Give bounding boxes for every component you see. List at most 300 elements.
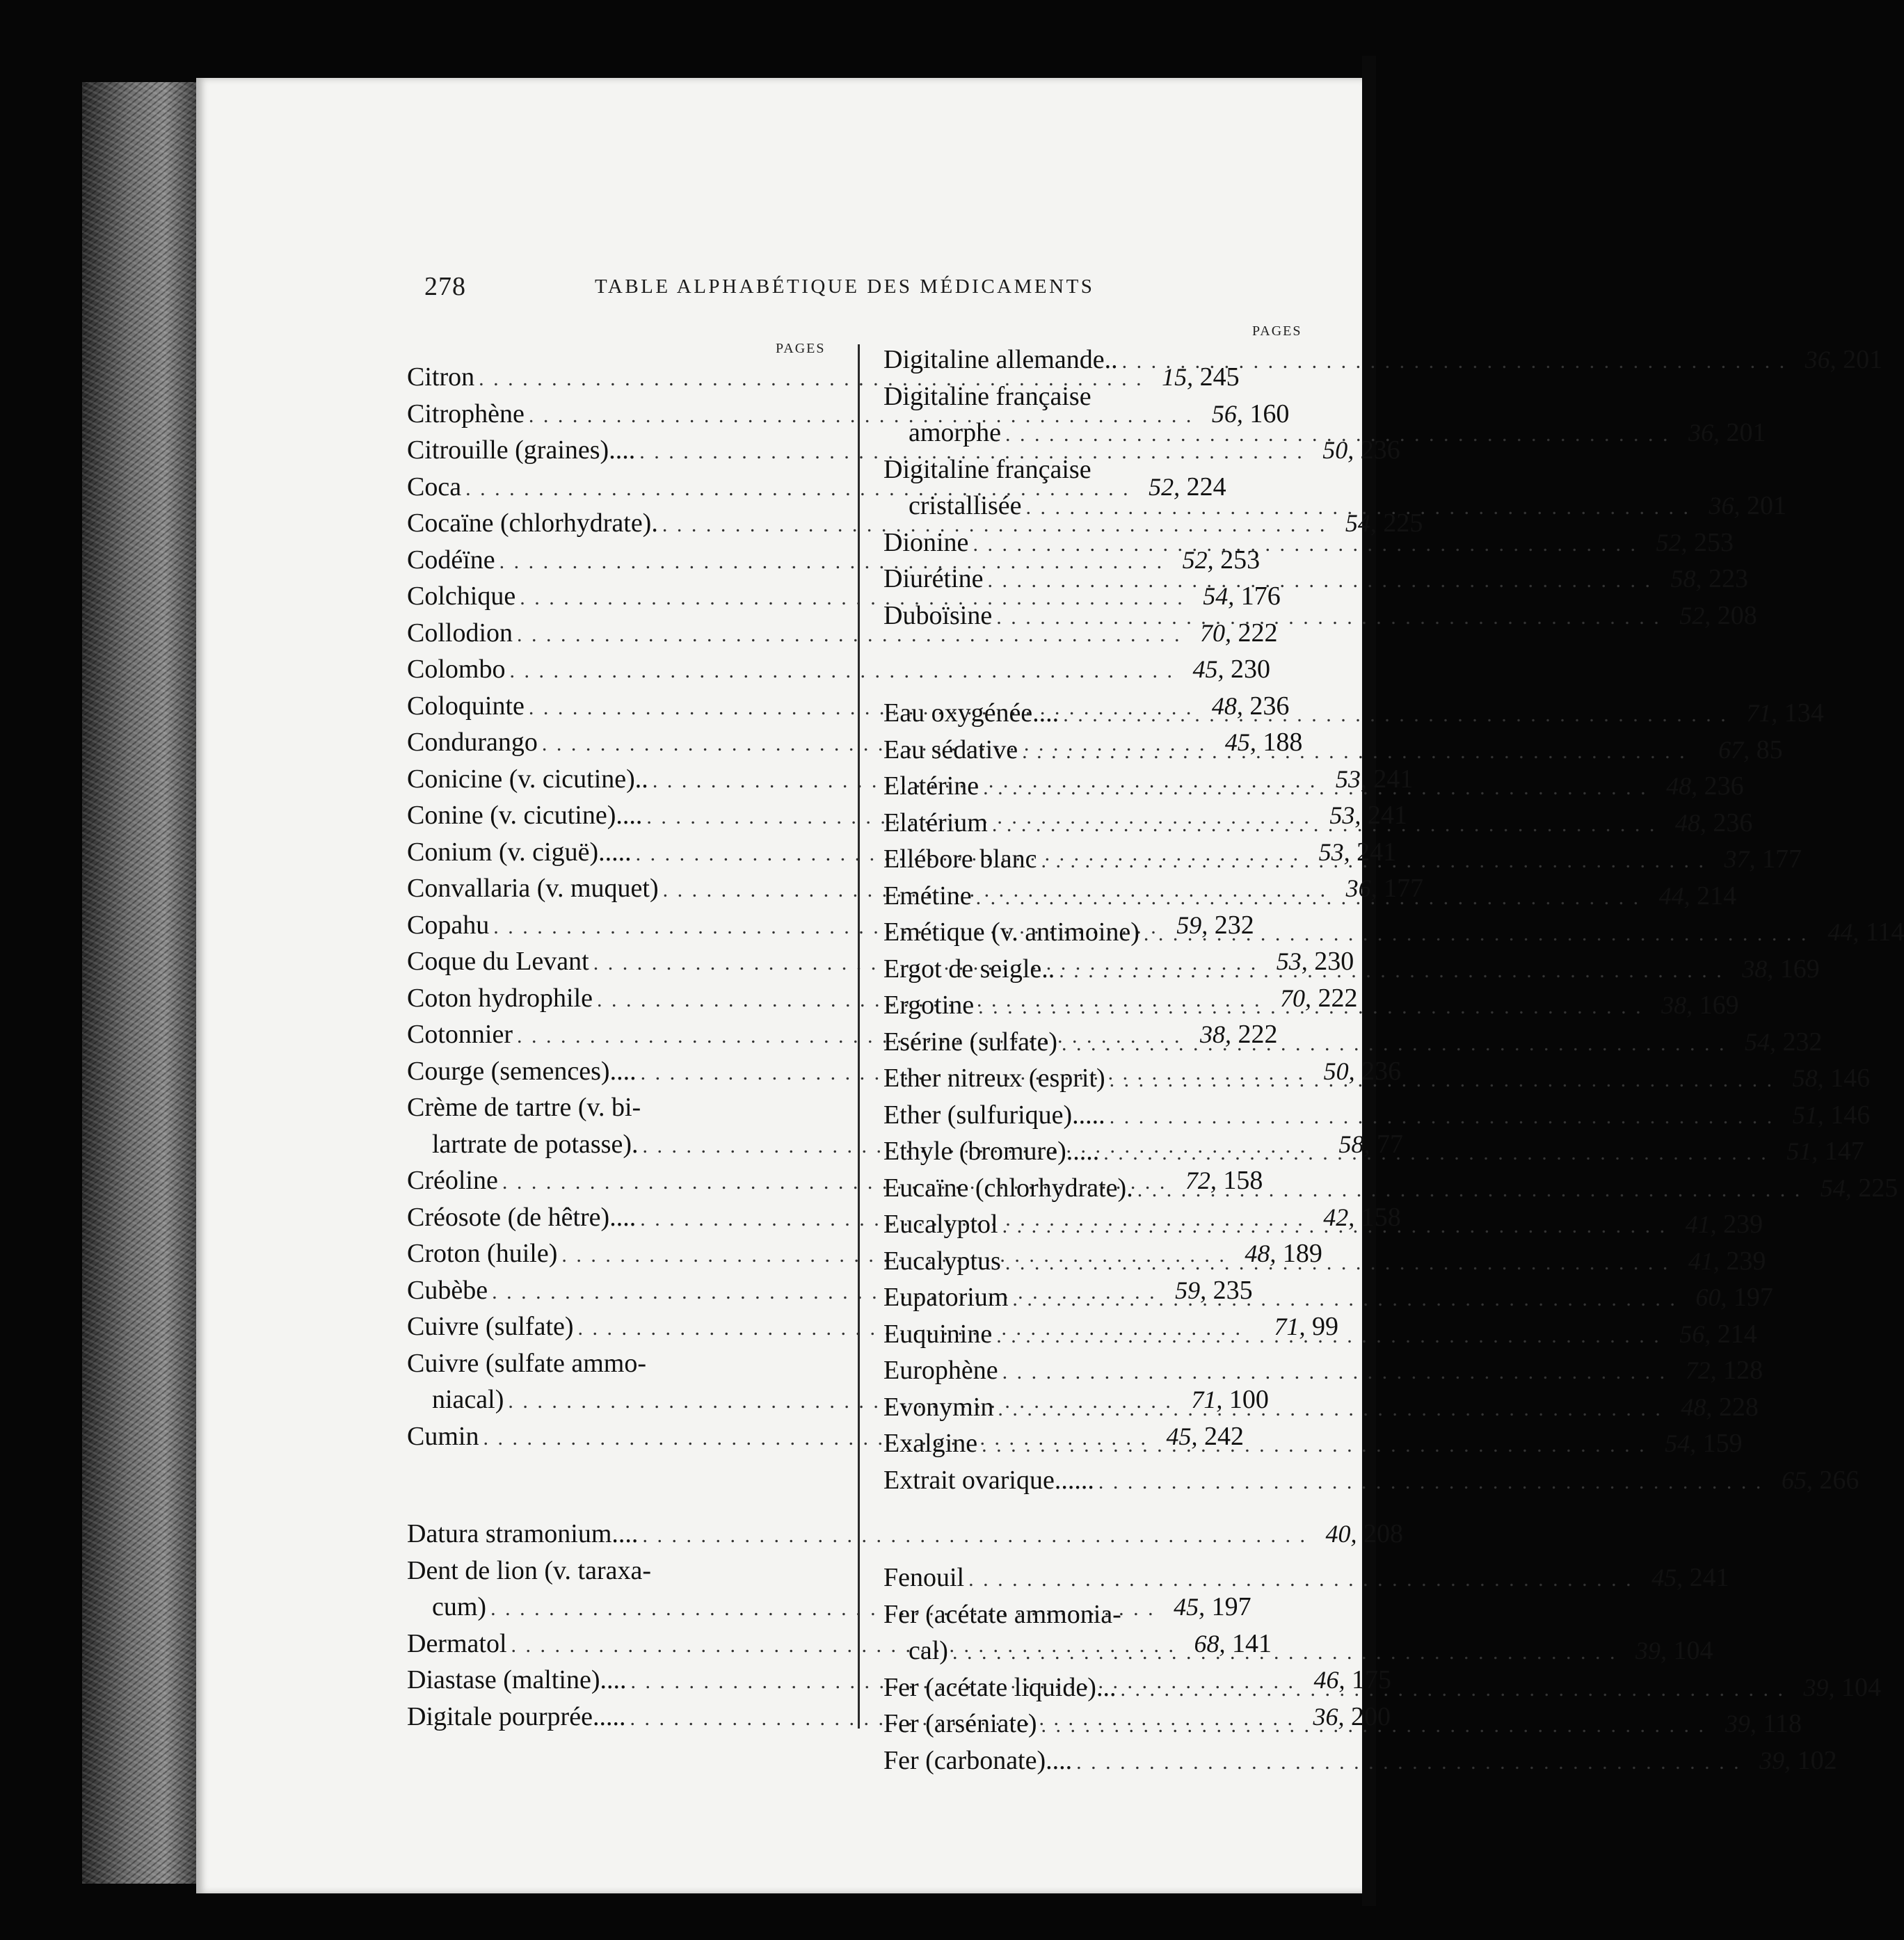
entry-volume: 58, [1670, 565, 1702, 593]
entry-volume: 44, [1658, 881, 1690, 910]
entry-page: 232 [1782, 1027, 1823, 1057]
entry-page: 146 [1830, 1064, 1871, 1093]
entry-volume: 52, [1679, 601, 1711, 630]
entry-volume: 36, [1345, 874, 1377, 902]
entry-name: Copahu [407, 910, 490, 940]
dot-leader [992, 813, 1657, 837]
dot-leader [996, 1324, 1661, 1348]
entry-volume: 40, [1325, 1520, 1357, 1548]
dot-leader [1002, 1214, 1667, 1238]
dot-leader [973, 533, 1638, 556]
index-entry [883, 563, 1749, 600]
index-entry [883, 381, 1322, 418]
entry-name: Emétique (v. antimoine) [883, 917, 1139, 947]
entry-volume: 45, [1651, 1564, 1683, 1592]
entry-page: 242 [1203, 1421, 1244, 1451]
entry-volume: 60, [1695, 1283, 1727, 1311]
entry-page: 236 [1704, 771, 1744, 801]
entry-volume: 42, [1323, 1203, 1355, 1231]
entry-volume: 41, [1688, 1246, 1720, 1275]
entry-page: 177 [1762, 844, 1802, 874]
entry-page: 197 [1733, 1283, 1773, 1312]
entry-name: Europhène [883, 1356, 998, 1385]
entry-page: 201 [1746, 491, 1786, 520]
index-entry [883, 1282, 1773, 1319]
entry-reference [1681, 1282, 1773, 1313]
entry-name: amorphe [909, 418, 1001, 447]
entry-volume: 39, [1759, 1746, 1791, 1774]
dot-leader [1110, 1068, 1775, 1092]
entry-page: 158 [1361, 1202, 1401, 1232]
entry-volume: 70, [1200, 618, 1232, 647]
entry-volume: 58, [1338, 1130, 1370, 1158]
entry-reference [1638, 1562, 1729, 1593]
entry-name: Conicine (v. cicutine).. [407, 764, 648, 794]
entry-page: 104 [1841, 1672, 1881, 1702]
entry-page: 232 [1214, 910, 1254, 940]
entry-volume: 71, [1746, 699, 1778, 727]
pages-column-label: PAGES [776, 341, 826, 356]
entry-volume: 48, [1666, 772, 1698, 800]
entry-name: Fer (arséniate) [883, 1709, 1037, 1738]
entry-page: 158 [1223, 1166, 1263, 1195]
entry-reference [1728, 954, 1820, 984]
entry-page: 222 [1238, 1020, 1278, 1049]
entry-reference [1695, 490, 1786, 521]
entry-volume: 36, [1313, 1702, 1345, 1731]
entry-page: 147 [1824, 1137, 1864, 1166]
entry-reference [1791, 344, 1882, 375]
index-entry [407, 1092, 845, 1129]
dot-leader [1144, 922, 1809, 946]
entry-volume: 36, [1709, 492, 1741, 520]
dot-leader [1022, 740, 1687, 764]
entry-name: Duboïsine [883, 600, 993, 630]
entry-reference [1789, 1672, 1881, 1703]
index-entry [883, 1246, 1766, 1283]
entry-reference [1665, 1319, 1757, 1349]
entry-page: 239 [1723, 1210, 1763, 1239]
pages-column-label: PAGES [1252, 323, 1302, 339]
dot-leader [1062, 1032, 1727, 1056]
entry-name: Exalgine [883, 1429, 978, 1458]
entry-name: Colombo [407, 655, 506, 684]
entry-page: 228 [1718, 1392, 1759, 1422]
entry-name: Convallaria (v. muquet) [407, 874, 659, 903]
entry-name: Coca [407, 472, 462, 502]
index-entry [883, 1635, 1713, 1672]
dot-leader [1137, 1178, 1802, 1202]
entry-page: 189 [1282, 1239, 1322, 1268]
entry-reference [1778, 1100, 1870, 1130]
entry-name: Colchique [407, 582, 516, 611]
entry-reference [1778, 1063, 1870, 1093]
entry-page: 222 [1238, 618, 1278, 648]
dot-leader [1025, 496, 1690, 520]
entry-page: 176 [1240, 582, 1281, 611]
entry-name: Datura stramonium.... [407, 1519, 639, 1548]
entry-name: Digitaline française [883, 454, 1091, 484]
entry-reference [1642, 527, 1734, 558]
entry-reference [1651, 1428, 1743, 1459]
entry-page: 197 [1211, 1592, 1251, 1621]
entry-page: 201 [1726, 418, 1766, 447]
entry-name: Eau sédative [883, 735, 1018, 764]
entry-reference [1621, 1635, 1713, 1666]
index-entry [883, 1428, 1743, 1465]
entry-name: Coloquinte [407, 691, 525, 721]
entry-volume: 15, [1162, 363, 1194, 391]
entry-name: Collodion [407, 618, 513, 648]
entry-volume: 54, [1745, 1027, 1777, 1056]
entry-volume: 52, [1656, 528, 1688, 556]
entry-reference [1812, 917, 1904, 947]
entry-name: Cuivre (sulfate) [407, 1312, 574, 1341]
entry-volume: 52, [1182, 545, 1214, 574]
entry-name: Fer (acétate liquide)... [883, 1672, 1117, 1702]
entry-reference [1674, 417, 1766, 448]
entry-volume: 36, [1688, 419, 1720, 447]
entry-page: 200 [1350, 1701, 1391, 1731]
entry-volume: 38, [1661, 991, 1693, 1019]
entry-page: 146 [1830, 1100, 1871, 1130]
dot-leader [1041, 1714, 1706, 1738]
entry-name: Cotonnier [407, 1020, 513, 1049]
entry-page: 236 [1713, 808, 1753, 837]
entry-volume: 45, [1174, 1593, 1206, 1621]
entry-page: 77 [1376, 1129, 1403, 1159]
entry-name: Eucaïne (chlorhydrate). [883, 1173, 1133, 1203]
dot-leader [1103, 1141, 1768, 1165]
entry-name: Fer (acétate ammonia- [883, 1599, 1121, 1629]
entry-volume: 54, [1345, 509, 1377, 537]
entry-page: 208 [1363, 1519, 1403, 1548]
entry-reference [1806, 1173, 1898, 1203]
entry-volume: 45, [1166, 1422, 1198, 1450]
entry-name: Citrouille (graines).... [407, 435, 636, 465]
entry-name: Cocaïne (chlorhydrate). [407, 508, 658, 538]
index-entry [883, 917, 1904, 954]
entry-reference [1671, 1209, 1763, 1240]
section-gap [883, 636, 1322, 698]
entry-name: Eucalyptol [883, 1210, 998, 1239]
entry-reference [1667, 1392, 1759, 1422]
dot-leader [996, 606, 1661, 630]
entry-name: niacal) [432, 1385, 504, 1414]
entry-reference [1645, 881, 1736, 911]
entry-name: Extrait ovarique...... [883, 1465, 1094, 1495]
index-entry [407, 1348, 845, 1385]
entry-page: 253 [1220, 545, 1261, 575]
entry-page: 188 [1263, 728, 1303, 757]
dot-leader [1122, 350, 1787, 374]
entry-page: 224 [1186, 472, 1226, 502]
entry-page: 169 [1779, 954, 1820, 984]
entry-name: Cuivre (sulfate ammo- [407, 1348, 647, 1378]
index-entry [883, 1100, 1871, 1137]
entry-page: 245 [1199, 362, 1240, 392]
entry-page: 177 [1384, 874, 1424, 903]
entry-name: Ether nitreux (esprit) [883, 1064, 1105, 1093]
index-entry [883, 1392, 1759, 1429]
entry-volume: 53, [1318, 837, 1350, 866]
entry-reference [1691, 735, 1783, 765]
dot-leader [1059, 959, 1724, 983]
entry-name: Evonymin [883, 1392, 994, 1422]
dot-leader [1041, 849, 1706, 873]
entry-page: 114 [1865, 917, 1904, 947]
dot-leader [952, 1641, 1617, 1665]
entry-name: Courge (semences).... [407, 1056, 637, 1086]
entry-name: Eau oxygénée.... [883, 698, 1059, 728]
dot-leader [976, 886, 1641, 910]
entry-volume: 72, [1185, 1167, 1217, 1194]
entry-page: 241 [1357, 837, 1397, 867]
entry-page: 225 [1383, 508, 1423, 538]
dot-leader [988, 569, 1653, 593]
entry-name: Elatérine [883, 771, 979, 801]
entry-name: Euquinine [883, 1319, 993, 1349]
entry-volume: 39, [1635, 1637, 1667, 1665]
entry-volume: 59, [1175, 1276, 1207, 1304]
column-divider [858, 344, 860, 1729]
entry-page: 230 [1314, 947, 1354, 976]
dot-leader [1005, 1251, 1670, 1275]
entry-volume: 48, [1211, 691, 1243, 720]
entry-volume: 48, [1245, 1240, 1277, 1267]
entry-volume: 72, [1685, 1356, 1717, 1384]
entry-volume: 39, [1803, 1673, 1835, 1701]
entry-name: Digitaline française [883, 381, 1091, 411]
entry-page: 128 [1723, 1356, 1763, 1385]
entry-reference [1773, 1136, 1864, 1167]
entry-page: 241 [1367, 801, 1407, 830]
entry-volume: 36, [1805, 346, 1837, 374]
entry-volume: 54, [1820, 1173, 1852, 1202]
index-entry [883, 1027, 1823, 1064]
entry-volume: 48, [1681, 1393, 1713, 1421]
index-entry [883, 454, 1322, 491]
entry-volume: 46, [1313, 1666, 1345, 1694]
entry-reference [1710, 1708, 1802, 1739]
index-entry [883, 1355, 1763, 1392]
entry-page: 241 [1373, 764, 1414, 794]
entry-volume: 56, [1679, 1320, 1711, 1348]
entry-volume: 53, [1329, 801, 1361, 829]
index-entry [883, 1562, 1729, 1599]
entry-page: 175 [1352, 1665, 1392, 1694]
entry-page: 236 [1361, 1056, 1402, 1086]
entry-reference [1732, 698, 1824, 728]
entry-name: cristallisée [909, 491, 1022, 520]
index-entry [407, 654, 1270, 691]
entry-volume: 54, [1203, 582, 1235, 610]
dot-leader [1012, 1288, 1677, 1311]
entry-volume: 54, [1665, 1429, 1697, 1457]
entry-name: Eupatorium [883, 1283, 1009, 1312]
entry-name: Coque du Levant [407, 947, 589, 976]
entry-name: Dionine [883, 527, 969, 557]
entry-page: 214 [1697, 881, 1737, 911]
entry-reference [1656, 563, 1748, 594]
entry-reference [1731, 1027, 1823, 1057]
entry-page: 253 [1693, 527, 1734, 557]
dot-leader [968, 1568, 1633, 1592]
entry-volume: 67, [1718, 735, 1750, 764]
entry-name: Codéïne [407, 545, 495, 575]
entry-name: Ether (sulfurique)..... [883, 1100, 1105, 1130]
entry-name: Eucalyptus [883, 1246, 1001, 1276]
entry-page: 230 [1230, 655, 1270, 684]
entry-name: Croton (huile) [407, 1239, 558, 1268]
index-entry [883, 344, 1883, 381]
entry-volume: 50, [1322, 436, 1354, 464]
entry-page: 160 [1249, 399, 1290, 428]
dot-leader [1063, 703, 1728, 727]
entry-reference [1745, 1745, 1837, 1776]
entry-name: Cubèbe [407, 1275, 488, 1305]
entry-volume: 70, [1280, 984, 1312, 1012]
section-gap [883, 1501, 1322, 1562]
entry-name: Créosote (de hêtre).... [407, 1202, 637, 1232]
entry-page: 118 [1763, 1709, 1802, 1738]
entry-name: Citrophène [407, 399, 525, 428]
entry-name: Ergot de seigle.. [883, 954, 1055, 984]
entry-page: 266 [1819, 1465, 1859, 1495]
index-entry [883, 1745, 1837, 1782]
entry-reference [1661, 808, 1752, 838]
entry-name: Emétine [883, 881, 972, 911]
entry-name: Conium (v. ciguë)..... [407, 837, 632, 867]
index-entry [407, 1555, 845, 1592]
entry-page: 223 [1709, 564, 1749, 593]
dot-leader [1005, 423, 1670, 447]
entry-name: Ellébore blanc [883, 844, 1037, 874]
entry-page: 236 [1360, 435, 1400, 465]
entry-page: 208 [1717, 600, 1757, 630]
dot-leader [1110, 1105, 1775, 1129]
index-entry [883, 735, 1783, 771]
entry-volume: 39, [1725, 1710, 1757, 1738]
entry-volume: 38, [1199, 1020, 1231, 1048]
dot-leader [1002, 1361, 1667, 1384]
entry-volume: 38, [1742, 954, 1774, 983]
index-entry [883, 1173, 1898, 1210]
entry-volume: 65, [1781, 1466, 1813, 1494]
dot-leader [998, 1397, 1663, 1421]
entry-name: lartrate de potasse). [432, 1129, 639, 1159]
section-gap [407, 1457, 845, 1518]
entry-page: 104 [1673, 1636, 1713, 1665]
entry-name: Citron [407, 362, 475, 392]
dot-leader [1120, 1678, 1785, 1701]
page-title: TABLE ALPHABÉTIQUE DES MÉDICAMENTS [595, 275, 1095, 298]
dot-leader [1076, 1751, 1741, 1774]
entry-name: Esérine (sulfate) [883, 1027, 1058, 1057]
entry-page: 214 [1717, 1319, 1757, 1349]
entry-name: Crème de tartre (v. bi- [407, 1093, 641, 1122]
dot-leader [1098, 1470, 1763, 1494]
entry-volume: 53, [1335, 764, 1367, 793]
entry-volume: 50, [1323, 1057, 1355, 1085]
entry-name: Diastase (maltine).... [407, 1665, 627, 1694]
entry-name: Diurétine [883, 564, 984, 593]
entry-name: Dermatol [407, 1628, 507, 1658]
entry-name: Ethyle (bromure)..... [883, 1137, 1100, 1166]
entry-page: 225 [1858, 1173, 1898, 1203]
entry-page: 141 [1232, 1628, 1272, 1658]
entry-name: Dent de lion (v. taraxa- [407, 1555, 651, 1585]
entry-reference [1710, 844, 1802, 874]
entry-name: Ergotine [883, 991, 975, 1020]
book-binding-edge [82, 82, 200, 1884]
entry-page: 85 [1756, 735, 1783, 764]
entry-volume: 56, [1211, 399, 1243, 428]
entry-page: 169 [1699, 991, 1739, 1020]
entry-page: 239 [1726, 1246, 1766, 1276]
entry-name: Fer (carbonate).... [883, 1745, 1073, 1775]
entry-reference [1671, 1355, 1763, 1386]
dot-leader [983, 776, 1648, 800]
index-entry [883, 527, 1734, 564]
index-entry [883, 600, 1757, 637]
entry-reference [1767, 1465, 1859, 1496]
entry-name: Conine (v. cicutine).... [407, 801, 643, 830]
entry-volume: 48, [1674, 808, 1706, 837]
entry-reference [1652, 771, 1744, 801]
entry-volume: 59, [1176, 911, 1208, 939]
index-entry [883, 1599, 1322, 1636]
entry-volume: 37, [1724, 845, 1756, 873]
entry-reference [1311, 1518, 1403, 1549]
entry-name: Condurango [407, 728, 538, 757]
entry-volume: 53, [1276, 947, 1308, 975]
index-entry [883, 1465, 1859, 1502]
index-entry [407, 618, 1278, 655]
entry-name: cal) [909, 1636, 948, 1665]
entry-volume: 44, [1827, 918, 1859, 946]
entry-page: 99 [1312, 1312, 1339, 1341]
entry-name: Fenouil [883, 1563, 965, 1592]
entry-page: 159 [1702, 1429, 1743, 1458]
entry-volume: 71, [1274, 1313, 1306, 1340]
entry-volume: 51, [1792, 1100, 1824, 1129]
entry-name: Digitale pourprée..... [407, 1701, 626, 1731]
entry-page: 235 [1213, 1275, 1253, 1305]
entry-volume: 58, [1792, 1064, 1824, 1092]
entry-name: Coton hydrophile [407, 983, 593, 1013]
dot-leader [982, 1434, 1647, 1457]
index-entry [883, 698, 1824, 735]
entry-page: 134 [1784, 698, 1824, 728]
entry-volume: 51, [1786, 1137, 1818, 1165]
entry-reference [1647, 990, 1739, 1020]
entry-name: Cumin [407, 1421, 479, 1451]
entry-volume: 41, [1685, 1210, 1717, 1238]
entry-volume: 45, [1192, 655, 1224, 683]
entry-name: Elatérium [883, 808, 988, 837]
entry-name: Digitaline allemande.. [883, 345, 1118, 374]
entry-page: 102 [1797, 1745, 1837, 1775]
entry-name: cum) [432, 1592, 487, 1621]
page-number: 278 [424, 272, 466, 301]
entry-page: 241 [1689, 1563, 1729, 1592]
entry-volume: 45, [1224, 728, 1256, 756]
entry-reference [1674, 1246, 1766, 1276]
entry-name: Créoline [407, 1166, 498, 1195]
entry-volume: 68, [1194, 1629, 1226, 1658]
entry-page: 100 [1229, 1385, 1269, 1414]
